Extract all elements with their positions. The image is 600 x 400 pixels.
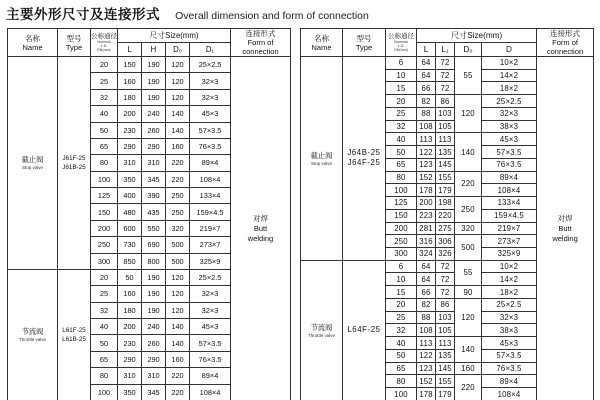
nominal-diameter-cell: 20 — [91, 57, 118, 73]
length-l1-cell: 113 — [436, 133, 455, 146]
diameter-d0-cell: 160 — [166, 351, 190, 367]
length-l-cell: 160 — [118, 73, 142, 89]
length-l-cell: 108 — [417, 120, 436, 133]
height-h-cell: 260 — [142, 122, 166, 138]
nominal-diameter-cell: 65 — [91, 138, 118, 154]
valve-name: 节流阀 Throttle valve — [8, 269, 58, 400]
diameter-d1-cell: 32×3 — [190, 89, 231, 105]
diameter-d0-cell: 220 — [455, 171, 482, 196]
nominal-diameter-cell: 80 — [386, 171, 417, 184]
length-l-cell: 64 — [417, 273, 436, 286]
nominal-diameter-cell: 50 — [386, 349, 417, 362]
diameter-d-cell: 32×3 — [482, 107, 537, 120]
diameter-d0-cell: 160 — [455, 362, 482, 375]
diameter-d-cell: 89×4 — [482, 171, 537, 184]
length-l1-cell: 72 — [436, 57, 455, 70]
header-type: 型号 Type — [343, 29, 386, 57]
length-l-cell: 150 — [118, 57, 142, 73]
length-l1-cell: 135 — [436, 146, 455, 159]
diameter-d0-cell: 120 — [166, 269, 190, 285]
length-l-cell: 113 — [417, 337, 436, 350]
length-l1-cell: 72 — [436, 260, 455, 273]
valve-type: L61F-25 L61B-25 — [58, 269, 91, 400]
nominal-diameter-cell: 100 — [386, 388, 417, 400]
height-h-cell: 310 — [142, 155, 166, 171]
length-l-cell: 152 — [417, 375, 436, 388]
diameter-d-cell: 108×4 — [482, 184, 537, 197]
nominal-diameter-cell: 25 — [386, 107, 417, 120]
header-nominal-diameter: 公称通径 Nominal L.D. DN(mm) — [91, 29, 118, 57]
nominal-diameter-cell: 100 — [91, 171, 118, 187]
diameter-d0-cell: 140 — [166, 122, 190, 138]
valve-type: L64F-25 — [343, 260, 386, 400]
page-title-en: Overall dimension and form of connection — [175, 10, 369, 22]
height-h-cell: 435 — [142, 204, 166, 220]
header-size: 尺寸Size(mm) — [118, 29, 231, 43]
length-l1-cell: 326 — [436, 248, 455, 261]
nominal-diameter-cell: 150 — [386, 209, 417, 222]
length-l1-cell: 105 — [436, 324, 455, 337]
nominal-diameter-cell: 40 — [386, 133, 417, 146]
header-type: 型号 Type — [58, 29, 91, 57]
dimension-table-left — [7, 28, 291, 400]
nominal-diameter-cell: 65 — [91, 351, 118, 367]
diameter-d-cell: 14×2 — [482, 69, 537, 82]
height-h-cell: 310 — [142, 368, 166, 384]
diameter-d1-cell: 108×4 — [190, 171, 231, 187]
diameter-d0-cell: 220 — [166, 171, 190, 187]
length-l-cell: 350 — [118, 171, 142, 187]
nominal-diameter-cell: 80 — [386, 375, 417, 388]
diameter-d0-cell: 120 — [166, 89, 190, 105]
nominal-diameter-cell: 25 — [386, 311, 417, 324]
diameter-d-cell: 10×2 — [482, 57, 537, 70]
length-l-cell: 64 — [417, 260, 436, 273]
length-l-cell: 180 — [118, 89, 142, 105]
length-l-cell: 316 — [417, 235, 436, 248]
nominal-diameter-cell: 200 — [386, 222, 417, 235]
length-l-cell: 123 — [417, 362, 436, 375]
length-l-cell: 350 — [118, 384, 142, 400]
header-size: 尺寸Size(mm) — [417, 29, 537, 43]
connection-form: 对焊 Butt welding — [537, 57, 594, 400]
diameter-d1-cell: 159×4.5 — [190, 204, 231, 220]
length-l-cell: 122 — [417, 146, 436, 159]
length-l-cell: 66 — [417, 286, 436, 299]
diameter-d0-cell: 140 — [166, 335, 190, 351]
length-l1-cell: 145 — [436, 362, 455, 375]
diameter-d0-cell: 120 — [455, 298, 482, 336]
length-l-cell: 850 — [118, 253, 142, 269]
header-col-d0: D₀ — [455, 43, 482, 57]
nominal-diameter-cell: 80 — [91, 368, 118, 384]
length-l1-cell: 135 — [436, 349, 455, 362]
length-l1-cell: 103 — [436, 311, 455, 324]
nominal-diameter-cell: 40 — [386, 337, 417, 350]
diameter-d1-cell: 89×4 — [190, 155, 231, 171]
diameter-d0-cell: 320 — [455, 222, 482, 235]
diameter-d-cell: 14×2 — [482, 273, 537, 286]
table-row — [301, 57, 594, 70]
valve-name: 截止阀 Stop valve — [301, 57, 343, 261]
length-l-cell: 290 — [118, 138, 142, 154]
header-col-l: L — [417, 43, 436, 57]
height-h-cell: 290 — [142, 138, 166, 154]
height-h-cell: 290 — [142, 351, 166, 367]
length-l-cell: 200 — [118, 106, 142, 122]
diameter-d-cell: 18×2 — [482, 286, 537, 299]
length-l-cell: 290 — [118, 351, 142, 367]
height-h-cell: 190 — [142, 89, 166, 105]
diameter-d-cell: 133×4 — [482, 197, 537, 210]
nominal-diameter-cell: 65 — [386, 362, 417, 375]
nominal-diameter-cell: 32 — [386, 324, 417, 337]
height-h-cell: 190 — [142, 302, 166, 318]
height-h-cell: 345 — [142, 384, 166, 400]
length-l1-cell: 306 — [436, 235, 455, 248]
length-l-cell: 88 — [417, 311, 436, 324]
diameter-d1-cell: 32×3 — [190, 73, 231, 89]
length-l1-cell: 72 — [436, 273, 455, 286]
diameter-d-cell: 273×7 — [482, 235, 537, 248]
length-l-cell: 88 — [417, 107, 436, 120]
diameter-d0-cell: 500 — [166, 237, 190, 253]
length-l-cell: 180 — [118, 302, 142, 318]
diameter-d0-cell: 220 — [166, 384, 190, 400]
length-l-cell: 122 — [417, 349, 436, 362]
length-l-cell: 178 — [417, 184, 436, 197]
diameter-d0-cell: 500 — [166, 253, 190, 269]
nominal-diameter-cell: 100 — [91, 384, 118, 400]
length-l1-cell: 72 — [436, 69, 455, 82]
diameter-d-cell: 38×3 — [482, 120, 537, 133]
connection-form: 对焊 Butt welding — [231, 57, 291, 400]
nominal-diameter-cell: 10 — [386, 273, 417, 286]
nominal-diameter-cell: 20 — [386, 95, 417, 108]
length-l1-cell: 275 — [436, 222, 455, 235]
diameter-d0-cell: 500 — [455, 235, 482, 260]
diameter-d-cell: 76×3.5 — [482, 362, 537, 375]
length-l1-cell: 155 — [436, 375, 455, 388]
nominal-diameter-cell: 250 — [91, 237, 118, 253]
length-l1-cell: 113 — [436, 337, 455, 350]
nominal-diameter-cell: 25 — [91, 73, 118, 89]
diameter-d-cell: 89×4 — [482, 375, 537, 388]
height-h-cell: 190 — [142, 57, 166, 73]
height-h-cell: 240 — [142, 106, 166, 122]
nominal-diameter-cell: 125 — [386, 197, 417, 210]
diameter-d1-cell: 108×4 — [190, 384, 231, 400]
height-h-cell: 800 — [142, 253, 166, 269]
diameter-d0-cell: 120 — [166, 286, 190, 302]
length-l1-cell: 220 — [436, 209, 455, 222]
diameter-d-cell: 10×2 — [482, 260, 537, 273]
length-l1-cell: 145 — [436, 158, 455, 171]
header-nominal-diameter: 公称通径 Nominal L.D. DN(mm) — [386, 29, 417, 57]
diameter-d0-cell: 140 — [166, 319, 190, 335]
diameter-d0-cell: 120 — [166, 57, 190, 73]
page-header — [6, 3, 596, 23]
length-l1-cell: 198 — [436, 197, 455, 210]
diameter-d0-cell: 120 — [455, 95, 482, 133]
diameter-d0-cell: 220 — [166, 155, 190, 171]
length-l-cell: 113 — [417, 133, 436, 146]
diameter-d1-cell: 25×2.5 — [190, 269, 231, 285]
valve-name: 节流阀 Throttle valve — [301, 260, 343, 400]
diameter-d1-cell: 45×3 — [190, 106, 231, 122]
nominal-diameter-cell: 200 — [91, 220, 118, 236]
nominal-diameter-cell: 32 — [386, 120, 417, 133]
height-h-cell: 190 — [142, 269, 166, 285]
nominal-diameter-cell: 300 — [386, 248, 417, 261]
header-name: 名称 Name — [301, 29, 343, 57]
diameter-d-cell: 45×3 — [482, 133, 537, 146]
diameter-d0-cell: 120 — [166, 73, 190, 89]
header-col-h: H — [142, 43, 166, 57]
nominal-diameter-cell: 15 — [386, 82, 417, 95]
length-l-cell: 310 — [118, 155, 142, 171]
diameter-d1-cell: 57×3.5 — [190, 122, 231, 138]
diameter-d0-cell: 250 — [455, 197, 482, 222]
header-col-l1: L₁ — [436, 43, 455, 57]
height-h-cell: 390 — [142, 188, 166, 204]
diameter-d-cell: 32×3 — [482, 311, 537, 324]
diameter-d1-cell: 76×3.5 — [190, 351, 231, 367]
diameter-d-cell: 57×3.5 — [482, 146, 537, 159]
nominal-diameter-cell: 250 — [386, 235, 417, 248]
diameter-d-cell: 25×2.5 — [482, 95, 537, 108]
diameter-d1-cell: 219×7 — [190, 220, 231, 236]
diameter-d-cell: 45×3 — [482, 337, 537, 350]
length-l-cell: 64 — [417, 57, 436, 70]
diameter-d1-cell: 25×2.5 — [190, 57, 231, 73]
diameter-d-cell: 57×3.5 — [482, 349, 537, 362]
nominal-diameter-cell: 80 — [91, 155, 118, 171]
diameter-d0-cell: 220 — [166, 368, 190, 384]
header-connection: 连接形式 Form of connection — [537, 29, 594, 57]
length-l-cell: 230 — [118, 335, 142, 351]
diameter-d1-cell: 45×3 — [190, 319, 231, 335]
diameter-d0-cell: 250 — [166, 188, 190, 204]
valve-name: 截止阀 Stop valve — [8, 57, 58, 270]
length-l1-cell: 155 — [436, 171, 455, 184]
diameter-d-cell: 76×3.5 — [482, 158, 537, 171]
length-l-cell: 108 — [417, 324, 436, 337]
diameter-d1-cell: 76×3.5 — [190, 138, 231, 154]
nominal-diameter-cell: 100 — [386, 184, 417, 197]
length-l-cell: 281 — [417, 222, 436, 235]
length-l-cell: 66 — [417, 82, 436, 95]
length-l-cell: 730 — [118, 237, 142, 253]
diameter-d0-cell: 140 — [455, 337, 482, 362]
length-l-cell: 480 — [118, 204, 142, 220]
header-name: 名称 Name — [8, 29, 58, 57]
diameter-d0-cell: 55 — [455, 57, 482, 95]
length-l-cell: 64 — [417, 69, 436, 82]
length-l-cell: 50 — [118, 269, 142, 285]
diameter-d1-cell: 133×4 — [190, 188, 231, 204]
diameter-d0-cell: 220 — [455, 375, 482, 400]
diameter-d0-cell: 140 — [166, 106, 190, 122]
nominal-diameter-cell: 125 — [91, 188, 118, 204]
height-h-cell: 345 — [142, 171, 166, 187]
diameter-d-cell: 18×2 — [482, 82, 537, 95]
diameter-d-cell: 159×4.5 — [482, 209, 537, 222]
diameter-d0-cell: 55 — [455, 260, 482, 285]
nominal-diameter-cell: 6 — [386, 260, 417, 273]
length-l1-cell: 86 — [436, 95, 455, 108]
nominal-diameter-cell: 32 — [91, 302, 118, 318]
diameter-d-cell: 38×3 — [482, 324, 537, 337]
length-l-cell: 223 — [417, 209, 436, 222]
nominal-diameter-cell: 32 — [91, 89, 118, 105]
nominal-diameter-cell: 6 — [386, 57, 417, 70]
nominal-diameter-cell: 50 — [91, 122, 118, 138]
height-h-cell: 260 — [142, 335, 166, 351]
diameter-d-cell: 25×2.5 — [482, 298, 537, 311]
nominal-diameter-cell: 15 — [386, 286, 417, 299]
header-col-l: L — [118, 43, 142, 57]
diameter-d1-cell: 89×4 — [190, 368, 231, 384]
nominal-diameter-cell: 300 — [91, 253, 118, 269]
nominal-diameter-cell: 25 — [91, 286, 118, 302]
nominal-diameter-cell: 20 — [91, 269, 118, 285]
length-l-cell: 230 — [118, 122, 142, 138]
diameter-d1-cell: 57×3.5 — [190, 335, 231, 351]
header-col-d1: D₁ — [190, 43, 231, 57]
diameter-d0-cell: 120 — [166, 302, 190, 318]
diameter-d0-cell: 160 — [166, 138, 190, 154]
diameter-d-cell: 108×4 — [482, 388, 537, 400]
length-l-cell: 200 — [118, 319, 142, 335]
nominal-diameter-cell: 40 — [91, 106, 118, 122]
nominal-diameter-cell: 65 — [386, 158, 417, 171]
diameter-d0-cell: 90 — [455, 286, 482, 299]
height-h-cell: 550 — [142, 220, 166, 236]
diameter-d1-cell: 32×3 — [190, 302, 231, 318]
table-row — [8, 57, 291, 73]
length-l1-cell: 105 — [436, 120, 455, 133]
header-connection: 连接形式 Form of connection — [231, 29, 291, 57]
nominal-diameter-cell: 10 — [386, 69, 417, 82]
length-l-cell: 178 — [417, 388, 436, 400]
height-h-cell: 190 — [142, 286, 166, 302]
length-l1-cell: 179 — [436, 184, 455, 197]
length-l-cell: 152 — [417, 171, 436, 184]
length-l-cell: 160 — [118, 286, 142, 302]
length-l-cell: 324 — [417, 248, 436, 261]
length-l-cell: 600 — [118, 220, 142, 236]
diameter-d1-cell: 273×7 — [190, 237, 231, 253]
height-h-cell: 190 — [142, 73, 166, 89]
diameter-d0-cell: 320 — [166, 220, 190, 236]
page-title-cn: 主要外形尺寸及连接形式 — [6, 7, 160, 23]
diameter-d-cell: 325×9 — [482, 248, 537, 261]
length-l1-cell: 72 — [436, 286, 455, 299]
length-l-cell: 82 — [417, 298, 436, 311]
diameter-d0-cell: 140 — [455, 133, 482, 171]
nominal-diameter-cell: 50 — [91, 335, 118, 351]
length-l-cell: 400 — [118, 188, 142, 204]
diameter-d-cell: 219×7 — [482, 222, 537, 235]
header-col-d: D — [482, 43, 537, 57]
header-col-d0: D₀ — [166, 43, 190, 57]
valve-type: J64B-25 J64F-25 — [343, 57, 386, 261]
length-l1-cell: 179 — [436, 388, 455, 400]
length-l1-cell: 86 — [436, 298, 455, 311]
length-l1-cell: 72 — [436, 82, 455, 95]
dimension-table-right — [300, 28, 594, 400]
diameter-d1-cell: 325×9 — [190, 253, 231, 269]
nominal-diameter-cell: 40 — [91, 319, 118, 335]
diameter-d1-cell: 32×3 — [190, 286, 231, 302]
nominal-diameter-cell: 150 — [91, 204, 118, 220]
length-l-cell: 200 — [417, 197, 436, 210]
length-l-cell: 310 — [118, 368, 142, 384]
height-h-cell: 690 — [142, 237, 166, 253]
nominal-diameter-cell: 20 — [386, 298, 417, 311]
height-h-cell: 240 — [142, 319, 166, 335]
diameter-d0-cell: 250 — [166, 204, 190, 220]
length-l1-cell: 103 — [436, 107, 455, 120]
valve-type: J61F-25 J61B-25 — [58, 57, 91, 270]
length-l-cell: 82 — [417, 95, 436, 108]
length-l-cell: 123 — [417, 158, 436, 171]
nominal-diameter-cell: 50 — [386, 146, 417, 159]
